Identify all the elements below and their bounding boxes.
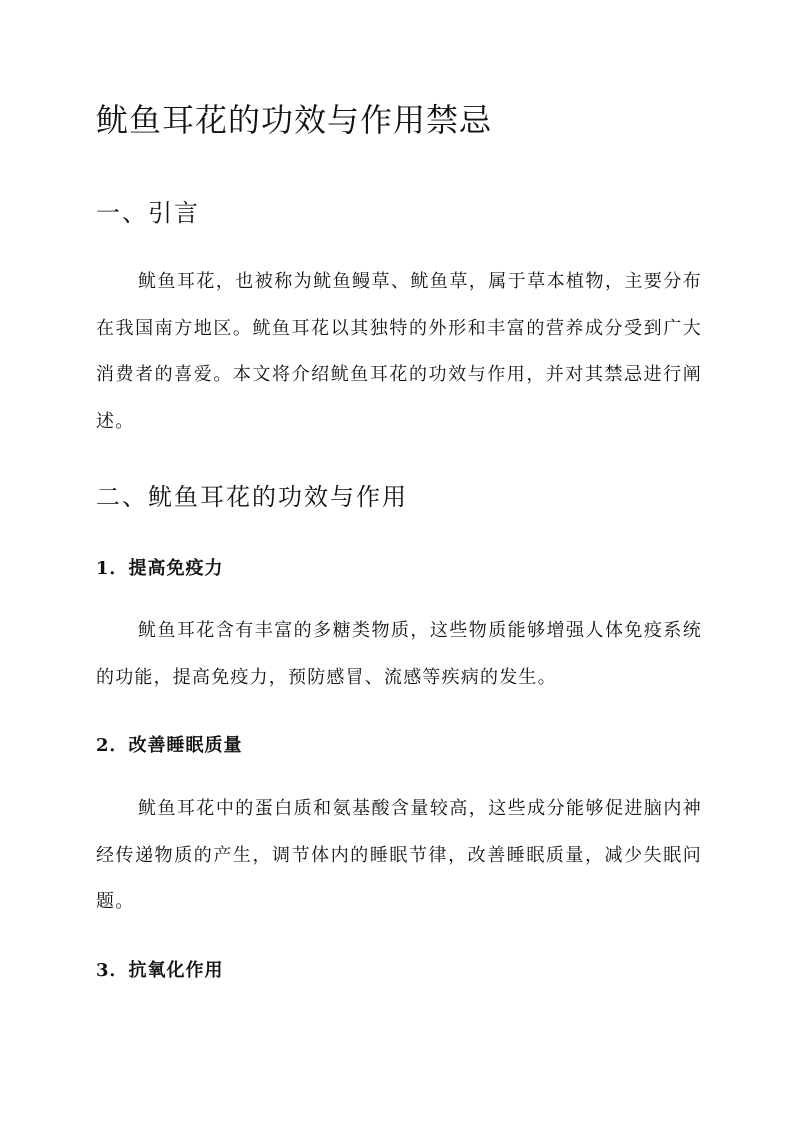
subsection-paragraph-sleep: 鱿鱼耳花中的蛋白质和氨基酸含量较高，这些成分能够促进脑内神经传递物质的产生，调节体内的睡眠节律，改善睡眠质量，减少失眠问题。 [96, 798, 702, 912]
subsection-paragraph-immunity: 鱿鱼耳花含有丰富的多糖类物质，这些物质能够增强人体免疫系统的功能，提高免疫力，预防感冒、流感等疾病的发生。 [96, 620, 702, 688]
document-title: 鱿鱼耳花的功效与作用禁忌 [96, 101, 493, 139]
subsection-heading-sleep: 2．改善睡眠质量 [96, 735, 243, 756]
section-heading-benefits: 二、鱿鱼耳花的功效与作用 [96, 483, 408, 511]
section-paragraph-introduction: 鱿鱼耳花，也被称为鱿鱼鳗草、鱿鱼草，属于草本植物，主要分布在我国南方地区。鱿鱼耳花以其独特的外形和丰富的营养成分受到广大消费者的喜爱。本文将介绍鱿鱼耳花的功效与作用，并对其禁忌进行阐述。 [96, 271, 702, 432]
section-heading-introduction: 一、引言 [96, 199, 200, 227]
subsection-heading-antioxidant: 3．抗氧化作用 [96, 960, 224, 981]
subsection-heading-immunity: 1．提高免疫力 [96, 558, 224, 579]
